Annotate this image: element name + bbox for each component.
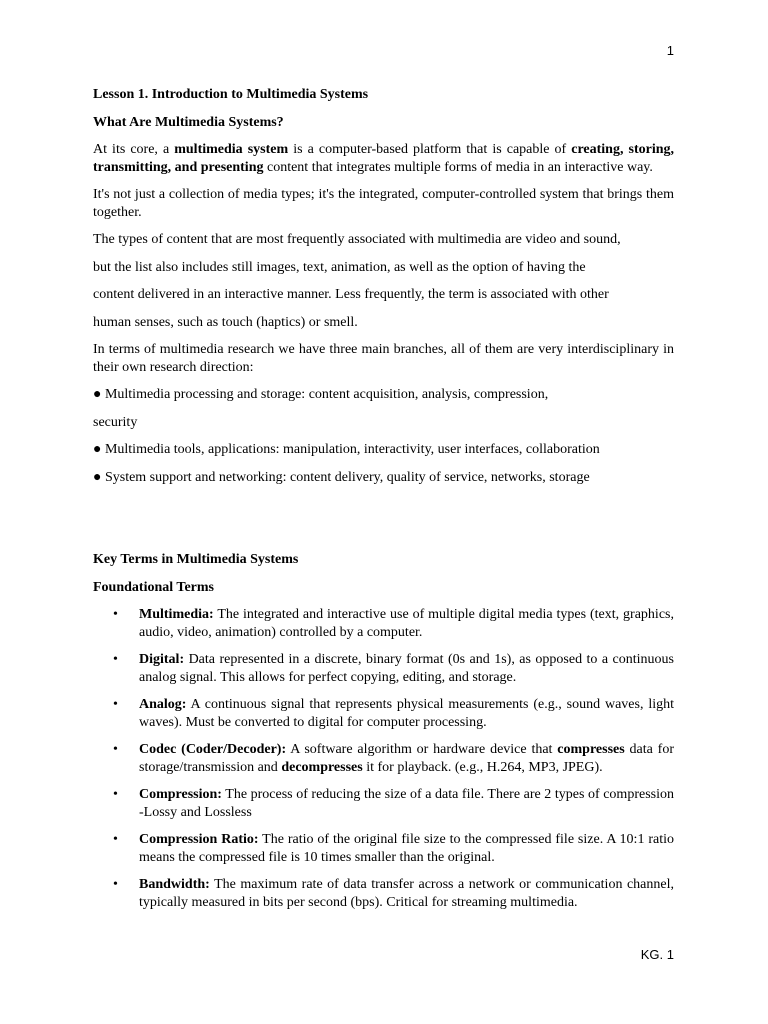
bullet-icon: •: [113, 787, 118, 802]
bold-run: compresses: [557, 742, 625, 757]
branch-bullet-processing: ● Multimedia processing and storage: content acquisition, analysis, compression,: [93, 387, 549, 402]
text-run: content that integrates multiple forms of media in an interactive way.: [263, 159, 653, 175]
term-definition: data for storage/transmission and: [139, 742, 674, 775]
term-item-digital: [93, 651, 674, 686]
branch-bullet-processing-cont: security: [93, 414, 138, 430]
spacer: [93, 496, 674, 551]
term-item-codec: [93, 741, 674, 776]
bullet-icon: •: [113, 652, 118, 667]
term-definition: A continuous signal that represents physical measurements (e.g., sound waves, light waves). Must be converted to digital for computer processing.: [139, 697, 674, 730]
term-definition: The process of reducing the size of a data file. There are 2 types of compression -Lossy and Lossless: [139, 787, 674, 820]
term-label: Analog:: [139, 697, 187, 712]
term-item-bandwidth: [93, 876, 674, 911]
term-label: Codec (Coder/Decoder):: [139, 742, 287, 757]
paragraph-core-definition: [93, 141, 674, 176]
term-label: Multimedia:: [139, 607, 214, 622]
bullet-icon: •: [113, 877, 118, 892]
paragraph-content-types-4: human senses, such as touch (haptics) or smell.: [93, 314, 358, 330]
section-heading-key-terms: Key Terms in Multimedia Systems: [93, 552, 299, 567]
term-item-compression-ratio: [93, 831, 674, 866]
subheading-foundational-terms: Foundational Terms: [93, 579, 214, 595]
term-definition: The maximum rate of data transfer across a network or communication channel, typically measured in bits per second (bps). Critical for streaming multimedia.: [139, 877, 674, 910]
bold-run: decompresses: [281, 759, 363, 775]
paragraph-content-types-2: but the list also includes still images, text, animation, as well as the option of having the: [93, 259, 586, 275]
term-item-compression: [93, 786, 674, 821]
bold-run: creating, storing, transmitting, and presenting: [93, 142, 675, 175]
document-body: [93, 86, 674, 921]
branch-bullet-networking: ● System support and networking: content delivery, quality of service, networks, storage: [93, 469, 590, 485]
section-heading-what-are: What Are Multimedia Systems?: [93, 114, 284, 130]
bullet-icon: •: [113, 742, 118, 757]
bullet-icon: •: [113, 697, 118, 712]
term-label: Digital:: [139, 652, 185, 667]
bold-run: multimedia system: [174, 142, 289, 157]
text-run: At its core, a: [93, 142, 175, 157]
terms-list: [93, 606, 674, 911]
lesson-title: Lesson 1. Introduction to Multimedia Systems: [93, 87, 369, 102]
term-label: Compression Ratio:: [139, 832, 259, 847]
bullet-icon: •: [113, 607, 118, 622]
bullet-icon: •: [113, 832, 118, 847]
paragraph-content-types-3: content delivered in an interactive manner. Less frequently, the term is associated with other: [93, 287, 609, 302]
term-definition: The integrated and interactive use of multiple digital media types (text, graphics, audio, video, animation) controlled by a computer.: [139, 607, 674, 640]
page-number: 1: [666, 43, 674, 58]
term-definition: Data represented in a discrete, binary format (0s and 1s), as opposed to a continuous analog signal. This allows for perfect copying, editing, and storage.: [139, 652, 674, 685]
text-run: is a computer-based platform that is capable of: [288, 142, 572, 157]
paragraph-integration: It's not just a collection of media types; it's the integrated, computer-controlled system that brings them together.: [93, 187, 674, 220]
branch-bullet-tools: ● Multimedia tools, applications: manipulation, interactivity, user interfaces, collaboration: [93, 442, 600, 457]
paragraph-research-branches: In terms of multimedia research we have three main branches, all of them are very interdisciplinary in their own research direction:: [93, 342, 674, 375]
term-definition: The ratio of the original file size to the compressed file size. A 10:1 ratio means the compressed file is 10 times smaller than the original.: [139, 832, 674, 865]
footer-label: KG. 1: [640, 947, 674, 962]
term-item-analog: [93, 696, 674, 731]
paragraph-content-types-1: The types of content that are most frequently associated with multimedia are video and sound,: [93, 232, 621, 247]
term-item-multimedia: [93, 606, 674, 641]
term-definition: A software algorithm or hardware device that: [286, 742, 558, 757]
term-label: Bandwidth:: [139, 877, 210, 892]
term-label: Compression:: [139, 787, 222, 802]
term-definition: it for playback. (e.g., H.264, MP3, JPEG).: [362, 759, 603, 775]
